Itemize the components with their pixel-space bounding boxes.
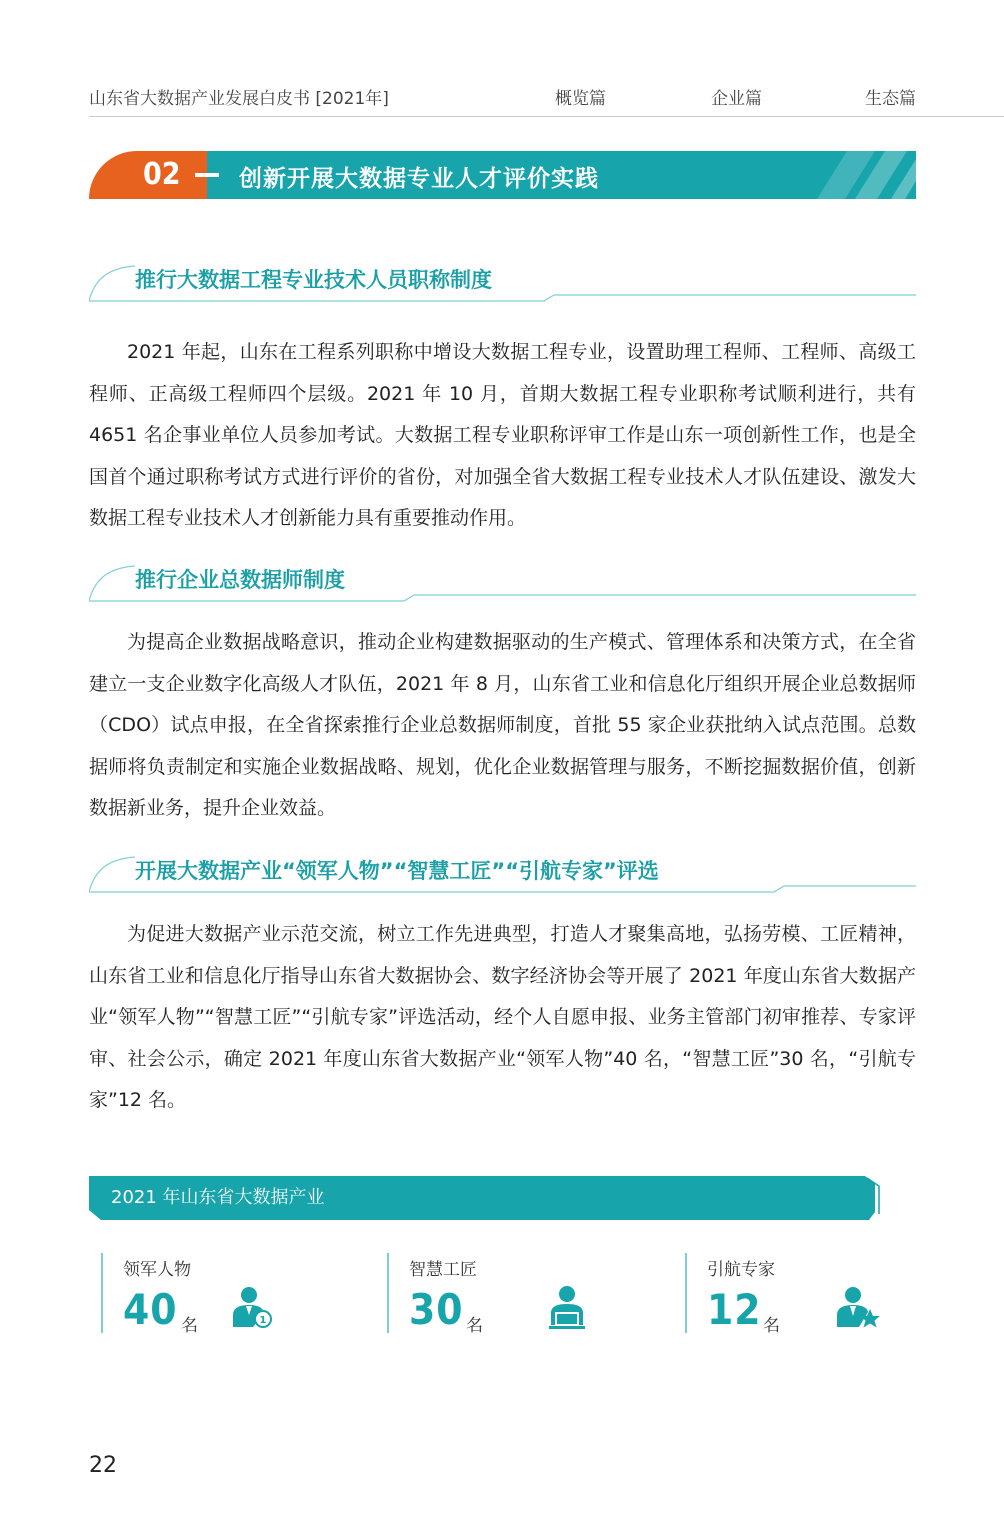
stat-unit: 名 [466,1316,483,1336]
medal-person-icon [233,1285,273,1329]
stat-value: 30 [409,1285,464,1334]
stat-label: 领军人物 [123,1260,191,1280]
stat-divider [387,1253,389,1333]
section-title: 创新开展大数据专业人才评价实践 [239,166,599,192]
stat-craftsman [387,1253,657,1335]
book-title: 山东省大数据产业发展白皮书 [2021年] [89,89,389,109]
paragraph-3: 为促进大数据产业示范交流，树立工作先进典型，打造人才聚集高地，弘扬劳模、工匠精神，山东省工业和信息化厅指导山东省大数据协会、数字经济协会等开展了 2021 年度山东省大数据产业“领军人物”“智慧工匠”“引航专家”评选活动，经个人自愿申报、业务主管部门初审推荐、专家评审、社会公示，确定 2021 年度山东省大数据产业“领军人物”40 名，“智慧工匠”30 名，“引航专家”12 名。 [89,923,916,1111]
nav-ecosystem[interactable]: 生态篇 [865,89,916,109]
page-number: 22 [89,1453,117,1478]
stat-value: 12 [707,1285,762,1334]
star-person-icon [837,1285,881,1329]
stat-unit: 名 [181,1316,198,1336]
paragraph-2: 为提高企业数据战略意识，推动企业构建数据驱动的生产模式、管理体系和决策方式，在全省建立一支企业数字化高级人才队伍，2021 年 8 月，山东省工业和信息化厅组织开展企业总数据师（CDO）试点申报，在全省探索推行企业总数据师制度，首批 55 家企业获批纳入试点范围。总数据师将负责制定和实施企业数据战略、规划，优化企业数据管理与服务，不断挖掘数据价值，创新数据新业务，提升企业效益。 [89,631,916,819]
stat-expert [685,1253,955,1335]
subsection-heading-1 [89,262,916,302]
subsection-heading-3 [89,853,916,893]
stat-unit: 名 [763,1316,780,1336]
nav-overview[interactable]: 概览篇 [555,89,606,109]
stat-label: 引航专家 [707,1260,775,1280]
nav-enterprise[interactable]: 企业篇 [711,89,762,109]
header-divider [89,116,1004,117]
stat-label: 智慧工匠 [409,1260,477,1280]
laptop-person-icon [547,1285,587,1329]
paragraph-1: 2021 年起，山东在工程系列职称中增设大数据工程专业，设置助理工程师、工程师、高级工程师、正高级工程师四个层级。2021 年 10 月，首期大数据工程专业职称考试顺利进行，共有 4651 名企事业单位人员参加考试。大数据工程专业职称评审工作是山东一项创新性工作，也是全国首个通过职称考试方式进行评价的省份，对加强全省大数据工程专业技术人才队伍建设、激发大数据工程专业技术人才创新能力具有重要推动作用。 [89,341,916,529]
section-number: 02 [143,157,181,192]
stats-title: 2021 年山东省大数据产业 [111,1187,325,1208]
banner-dash [195,173,219,177]
stat-value: 40 [123,1285,178,1334]
stat-divider [685,1253,687,1333]
subsection-heading-text: 推行企业总数据师制度 [135,568,345,592]
stat-divider [101,1253,103,1333]
subsection-heading-text: 推行大数据工程专业技术人员职称制度 [135,268,492,292]
section-number-badge [89,151,207,199]
section-banner [89,151,916,199]
stats-header [89,1176,881,1220]
stat-leader [101,1253,371,1335]
svg-text:1: 1 [259,1315,267,1326]
subsection-heading-text: 开展大数据产业“领军人物”“智慧工匠”“引航专家”评选 [135,859,659,883]
subsection-heading-2 [89,562,916,602]
